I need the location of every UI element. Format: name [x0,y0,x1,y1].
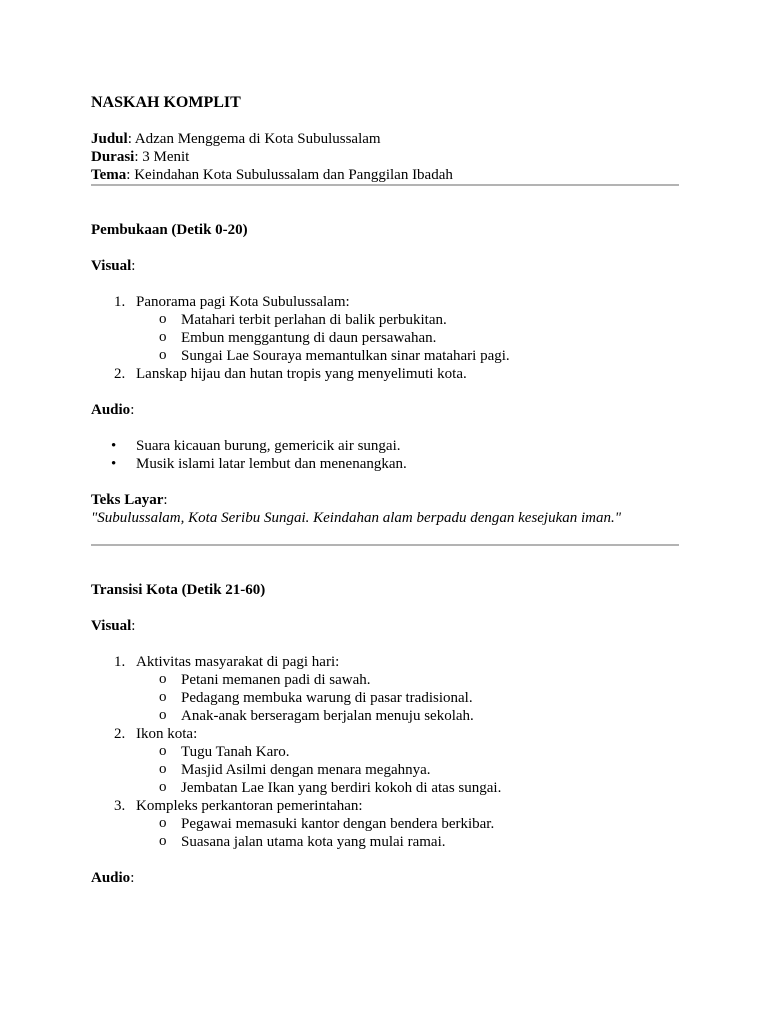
sub-list [136,671,679,725]
list-item [114,725,679,797]
sub-item: o Matahari terbit perlahan di balik perbukitan. [181,311,679,329]
teks-layar-heading [91,491,679,509]
list-item [114,365,679,383]
sub-list [136,743,679,797]
meta-value: : 3 Menit [134,149,190,165]
sub-item: o Pegawai memasuki kantor dengan bendera berkibar. [181,815,679,833]
meta-durasi [91,148,679,166]
item-number: 1. [114,294,126,310]
item-number: 3. [114,798,126,814]
sub-list [136,815,679,851]
meta-label: Durasi [91,149,135,165]
item-number: 2. [114,366,126,382]
colon: : [131,618,136,634]
item-text: Lanskap hijau dan hutan tropis yang menyelimuti kota. [136,366,467,382]
item-number: 2. [114,726,126,742]
audio-label: Audio [91,870,131,886]
bullet-item: • Suara kicauan burung, gemericik air sungai. [136,437,679,455]
list-item [114,797,679,851]
visual-heading [91,617,679,635]
sub-item: o Suasana jalan utama kota yang mulai ramai. [181,833,679,851]
bullet-item: • Musik islami latar lembut dan menenangkan. [136,455,679,473]
teks-layar-label: Teks Layar [91,492,164,508]
meta-label: Tema [91,167,127,183]
item-number: 1. [114,654,126,670]
visual-heading [91,257,679,275]
item-text: Aktivitas masyarakat di pagi hari: [136,654,340,670]
sub-list [136,311,679,365]
section-title: Transisi Kota (Detik 21-60) [91,582,266,598]
teks-layar-quote: "Subulussalam, Kota Seribu Sungai. Keindahan alam berpadu dengan kesejukan iman." [91,510,622,526]
sub-item: o Jembatan Lae Ikan yang berdiri kokoh di atas sungai. [181,779,679,797]
sub-item: o Pedagang membuka warung di pasar tradisional. [181,689,679,707]
audio-list [91,437,679,473]
meta-value: : Keindahan Kota Subulussalam dan Panggilan Ibadah [126,167,453,183]
meta-judul [91,130,679,148]
meta-value: : Adzan Menggema di Kota Subulussalam [127,131,381,147]
sub-item: o Sungai Lae Souraya memantulkan sinar matahari pagi. [181,347,679,365]
sub-item: o Petani memanen padi di sawah. [181,671,679,689]
audio-label: Audio [91,402,131,418]
divider [91,184,679,186]
document-content [91,93,679,887]
item-text: Kompleks perkantoran pemerintahan: [136,798,363,814]
colon: : [163,492,168,508]
colon: : [130,870,135,886]
colon: : [130,402,135,418]
visual-label: Visual [91,618,132,634]
colon: : [131,258,136,274]
sub-item: o Tugu Tanah Karo. [181,743,679,761]
sub-item: o Masjid Asilmi dengan menara megahnya. [181,761,679,779]
sub-item: o Embun menggantung di daun persawahan. [181,329,679,347]
list-item [114,293,679,365]
meta-label: Judul [91,131,128,147]
audio-heading [91,869,679,887]
document-title: NASKAH KOMPLIT [91,94,241,111]
sub-item: o Anak-anak berseragam berjalan menuju sekolah. [181,707,679,725]
divider [91,544,679,546]
visual-list [91,653,679,851]
visual-label: Visual [91,258,132,274]
item-text: Ikon kota: [136,726,198,742]
list-item [114,653,679,725]
item-text: Panorama pagi Kota Subulussalam: [136,294,350,310]
section-title: Pembukaan (Detik 0-20) [91,222,248,238]
meta-tema [91,166,679,184]
meta-block [91,130,679,184]
visual-list [91,293,679,383]
audio-heading [91,401,679,419]
